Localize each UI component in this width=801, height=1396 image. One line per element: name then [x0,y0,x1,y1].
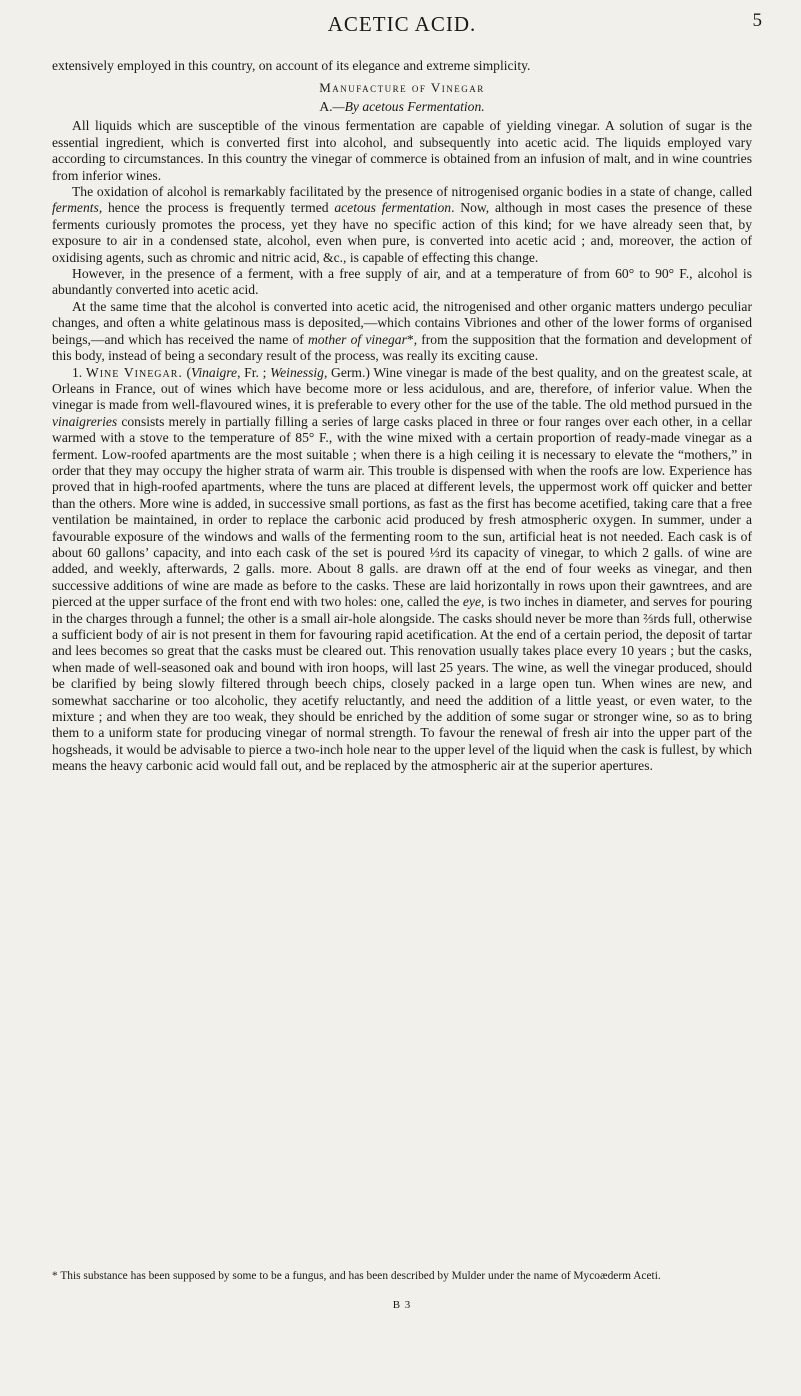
subsection-heading [52,99,752,115]
book-page [52,0,762,1311]
paragraph-oxidation [52,184,752,266]
term-acetous-fermentation: acetous fermentation [334,200,452,216]
footnote-marker: * [406,331,414,347]
abbr-german: , Germ.) [323,364,370,380]
paragraph-oxidation-text-a: The oxidation of alcohol is remarkably facilitated by the presence of nitrogenised organic bodies in a state of change, called [72,184,752,200]
term-vinaigre: Vinaigre [191,364,238,380]
paragraph-wine-text-a: Wine vinegar is made of the best quality, and on the greatest scale, at Orleans in France, out of wines which have become more or less acidulous, and are, therefore, of inferior value. When the vinegar is made from well-flavoured wines, it is preferable to every other for the use of the table. The old method pursued in the [52,364,752,413]
paragraph-liquids: All liquids which are susceptible of the vinous fermentation are capable of yielding vinegar. A solution of sugar is the essential ingredient, which is converted first into alcohol, and subsequently into acetic acid. The liquids employed vary according to circumstances. In this country the vinegar of commerce is obtained from an infusion of malt, and in wine countries from inferior wines. [52,118,752,183]
paren-open: ( [182,364,192,380]
paragraph-wine-text-c: , is two inches in diameter, and serves for pouring in the charges through a funnel; the other is a small air-hole alongside. The casks should never be more than ⅔rds full, otherwise a sufficient body of air is not present in them for favouring rapid acetification. At the end of a certain period, the deposit of tartar and lees becomes so great that the casks must be cleared out. This renovation usually takes place every 10 years ; but the casks, when made of well-seasoned oak and bound with iron hoops, will last 25 years. The wine, as well the vinegar produced, should be clarified by being slowly filtered through beech chips, closely packed in a large open tun. When wines are new, and somewhat saccharine or too alcoholic, they acetify reluctantly, and need the addition of a little yeast, or even water, to the mixture ; and when they are too weak, they should be enriched by the addition of some sugar or stronger wine, so as to bring them to a uniform state for producing vinegar of normal strength. To favour the renewal of fresh air into the upper part of the hogsheads, it would be advisable to pierce a two-inch hole near to the upper level of the liquid when the cask is fullest, by which means the heavy carbonic acid would fall out, and be replaced by the atmospheric air at the superior apertures. [52,594,753,774]
section-heading: Manufacture of Vinegar [319,80,485,96]
intro-fragment: extensively employed in this country, on account of its elegance and extreme simplicity. [52,58,531,73]
term-vinaigreries: vinaigreries [52,413,118,429]
paragraph-mother-of-vinegar [52,299,752,365]
page-header [52,0,762,58]
paragraph-oxidation-text-b: , hence the process is frequently termed [98,200,335,216]
term-mother-of-vinegar: mother of vinegar [307,331,407,347]
term-ferments: ferments [52,200,99,216]
term-wine-vinegar: Wine Vinegar. [85,364,183,380]
signature-mark: B 3 [392,1299,412,1311]
item-number: 1. [72,364,83,380]
term-weinessig: Weinessig [270,364,324,380]
paragraph-wine-text-b: consists merely in partially filling a series of large casks placed in three or four ranges over each other, in a cellar warmed with a stove to the temperature of 85° F., with the wine mixed with a certain proportion of ready-made vinegar as a ferment. Low-roofed apartments are the most suitable ; when there is a high ceiling it is necessary to elevate the “mothers,” in order that they may occupy the higher strata of warm air. This trouble is dispensed with when the roofs are low. Experience has proved that in high-roofed apartments, where the tuns are placed at different levels, the uppermost work off quicker and better than the others. More wine is added, in successive small portions, as fast as the first has become acetified, taking care that a free ventilation be maintained, in order to replace the carbonic acid produced by fresh atmospheric oxygen. In summer, under a favourable exposure of the windows and walls of the fermenting room to the sun, artificial heat is not needed. Each cask is of about 60 gallons’ capacity, and into each cask of the set is poured ⅓rd its capacity of vinegar, to which 2 galls. of wine are added, and weekly, afterwards, 2 galls. more. About 8 galls. are drawn off at the end of four weeks as vinegar, and then successive additions of wine are made as before to the casks. These are laid horizontally in rows upon their gawntrees, and are pierced at the upper surface of the front end with two holes: one, called the [52,413,752,610]
subsection-title: —By acetous Fermentation. [332,99,485,115]
page-number: 5 [752,10,762,31]
footnote: * This substance has been supposed by some to be a fungus, and has been described by Mulder under the name of Mycoæderm Aceti. [52,1270,661,1282]
paragraph-mother-text-b: , from the supposition that the formation and development of this body, instead of being a secondary result of the process, was really its exciting cause. [52,331,752,364]
subsection-letter: A. [319,99,333,115]
paragraph-oxidation-text-c: . Now, although in most cases the presence of these ferments curiously promotes the process, yet they have no specific action of this kind; for we have already seen that, by exposure to air in a condensed state, alcohol, even when pure, is converted into acetic acid ; and, moreover, the action of oxidising agents, such as chromic and nitric acid, &c., is capable of effecting this change. [52,200,752,265]
running-title: ACETIC ACID. [327,12,477,36]
abbr-french: , Fr. ; [237,364,271,380]
paragraph-mother-text-a: At the same time that the alcohol is converted into acetic acid, the nitrogenised and other organic matters undergo peculiar changes, and often a white gelatinous mass is deposited,—which contains Vibriones and other of the lower forms of organised beings,—and which has received the name of [52,298,752,347]
term-eye: eye [462,594,481,610]
paragraph-wine-vinegar [52,365,752,775]
paragraph-ferment-air: However, in the presence of a ferment, with a free supply of air, and at a temperature of from 60° to 90° F., alcohol is abundantly converted into acetic acid. [52,266,752,298]
